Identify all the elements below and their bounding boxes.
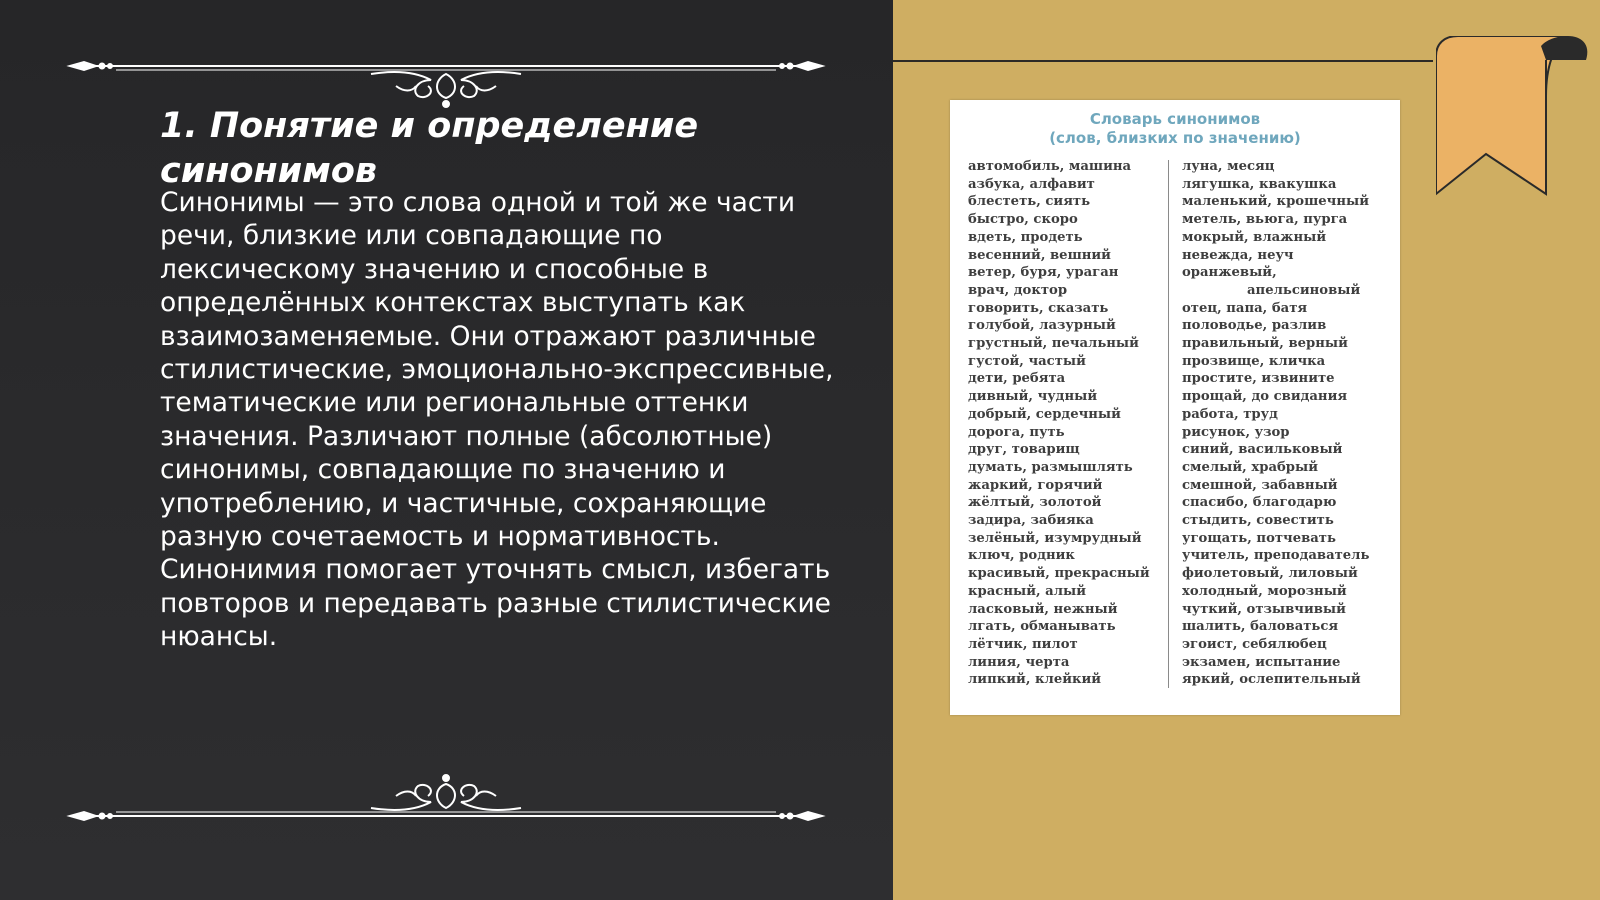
ornament-divider-bottom-icon — [66, 770, 826, 830]
dictionary-entry: метель, вьюга, пурга — [1182, 212, 1348, 228]
dictionary-entry: фиолетовый, лиловый — [1182, 566, 1358, 582]
dictionary-entry: дивный, чудный — [968, 389, 1098, 405]
dictionary-entry: шалить, баловаться — [1182, 619, 1339, 635]
dictionary-entry: друг, товарищ — [968, 442, 1080, 458]
dictionary-entry: апельсиновый — [1247, 282, 1361, 298]
dictionary-entry: лгать, обманывать — [968, 619, 1116, 635]
dictionary-entry: прозвище, кличка — [1182, 353, 1326, 369]
dictionary-entry: жаркий, горячий — [968, 477, 1103, 493]
dictionary-right-column — [1182, 158, 1369, 689]
dictionary-entry: мокрый, влажный — [1182, 229, 1327, 245]
dictionary-subtitle: (слов, близких по значению) — [1049, 129, 1301, 147]
synonym-dictionary-image — [950, 100, 1400, 715]
dictionary-entry: блестеть, сиять — [968, 194, 1091, 210]
dictionary-entry: думать, размышлять — [968, 459, 1133, 475]
ornament-divider-top-icon — [66, 50, 826, 110]
dictionary-entry: красный, алый — [968, 583, 1086, 599]
dictionary-entry: линия, черта — [968, 654, 1070, 670]
dictionary-entry: чуткий, отзывчивый — [1182, 601, 1346, 617]
dictionary-entry: эгоист, себялюбец — [1182, 636, 1327, 652]
dictionary-entry: врач, доктор — [968, 282, 1068, 298]
dictionary-entry: экзамен, испытание — [1182, 654, 1341, 670]
dictionary-entry: лягушка, квакушка — [1182, 176, 1337, 192]
dictionary-entry: жёлтый, золотой — [968, 495, 1102, 511]
dictionary-entry: отец, папа, батя — [1182, 300, 1308, 316]
dictionary-entry: весенний, вешний — [968, 247, 1111, 263]
dictionary-entry: лётчик, пилот — [968, 636, 1078, 652]
dictionary-entry: правильный, верный — [1182, 336, 1348, 352]
dictionary-entry: холодный, морозный — [1182, 583, 1347, 599]
dictionary-entry: вдеть, продеть — [968, 229, 1083, 245]
dictionary-title: Словарь синонимов — [1089, 110, 1261, 128]
dictionary-entry: густой, частый — [968, 353, 1086, 369]
dictionary-entry: красивый, прекрасный — [968, 566, 1150, 582]
dictionary-entry: невежда, неуч — [1182, 247, 1294, 263]
slide-body-text: Синонимы — это слова одной и той же части речи, близкие или совпадающие по лексическому значению и способные в определённых контекстах выступать как взаимозаменяемые. Они отражают различные стилистические, эмоционально-экспрессивные, тематические или региональные оттенки значения. Различают полные (абсолютные) синонимы, совпадающие по значению и употреблению, и частичные, сохраняющие разную сочетаемость и нормативность. Синонимия помогает уточнять смысл, избегать повторов и передавать разные стилистические нюансы. — [160, 187, 834, 653]
dictionary-entry: говорить, сказать — [968, 300, 1109, 316]
dictionary-entry: задира, забияка — [968, 513, 1094, 529]
dictionary-entry: дети, ребята — [968, 371, 1066, 387]
dictionary-entry: оранжевый, — [1182, 265, 1277, 281]
dictionary-left-column — [968, 158, 1150, 689]
dictionary-entry: липкий, клейкий — [968, 672, 1102, 688]
dictionary-entry: синий, васильковый — [1182, 442, 1343, 458]
bookmark-icon — [1436, 36, 1596, 202]
dictionary-entry: ветер, буря, ураган — [968, 265, 1119, 281]
dictionary-entry: добрый, сердечный — [968, 406, 1121, 422]
header-rule — [893, 60, 1433, 62]
dictionary-entry: половодье, разлив — [1182, 318, 1327, 334]
dictionary-entry: работа, труд — [1182, 406, 1278, 422]
dictionary-entry: голубой, лазурный — [968, 318, 1116, 334]
dictionary-entry: простите, извините — [1182, 371, 1335, 387]
dictionary-entry: грустный, печальный — [968, 336, 1139, 352]
dictionary-entry: смешной, забавный — [1182, 477, 1338, 493]
dictionary-entry: быстро, скоро — [968, 212, 1078, 228]
dictionary-entry: ласковый, нежный — [968, 601, 1118, 617]
dictionary-entry: азбука, алфавит — [968, 176, 1095, 192]
dictionary-entry: маленький, крошечный — [1182, 194, 1369, 210]
dictionary-entry: автомобиль, машина — [968, 159, 1132, 174]
dictionary-entry: стыдить, совестить — [1182, 513, 1334, 529]
slide-title: 1. Понятие и определение синонимов — [160, 106, 699, 191]
dictionary-entry: рисунок, узор — [1182, 424, 1290, 440]
dictionary-entry: учитель, преподаватель — [1182, 548, 1370, 564]
dictionary-entry: смелый, храбрый — [1182, 459, 1319, 475]
dictionary-entry: угощать, потчевать — [1182, 530, 1336, 546]
dictionary-heading — [950, 110, 1400, 148]
dictionary-entry: прощай, до свидания — [1182, 389, 1348, 405]
dictionary-entry: спасибо, благодарю — [1182, 495, 1337, 511]
dictionary-entry: дорога, путь — [968, 424, 1065, 440]
dictionary-entry: яркий, ослепительный — [1182, 672, 1361, 688]
dictionary-entry: луна, месяц — [1182, 159, 1275, 174]
column-divider — [1168, 160, 1169, 688]
dictionary-entry: ключ, родник — [968, 548, 1075, 564]
dictionary-entry: зелёный, изумрудный — [968, 530, 1142, 546]
